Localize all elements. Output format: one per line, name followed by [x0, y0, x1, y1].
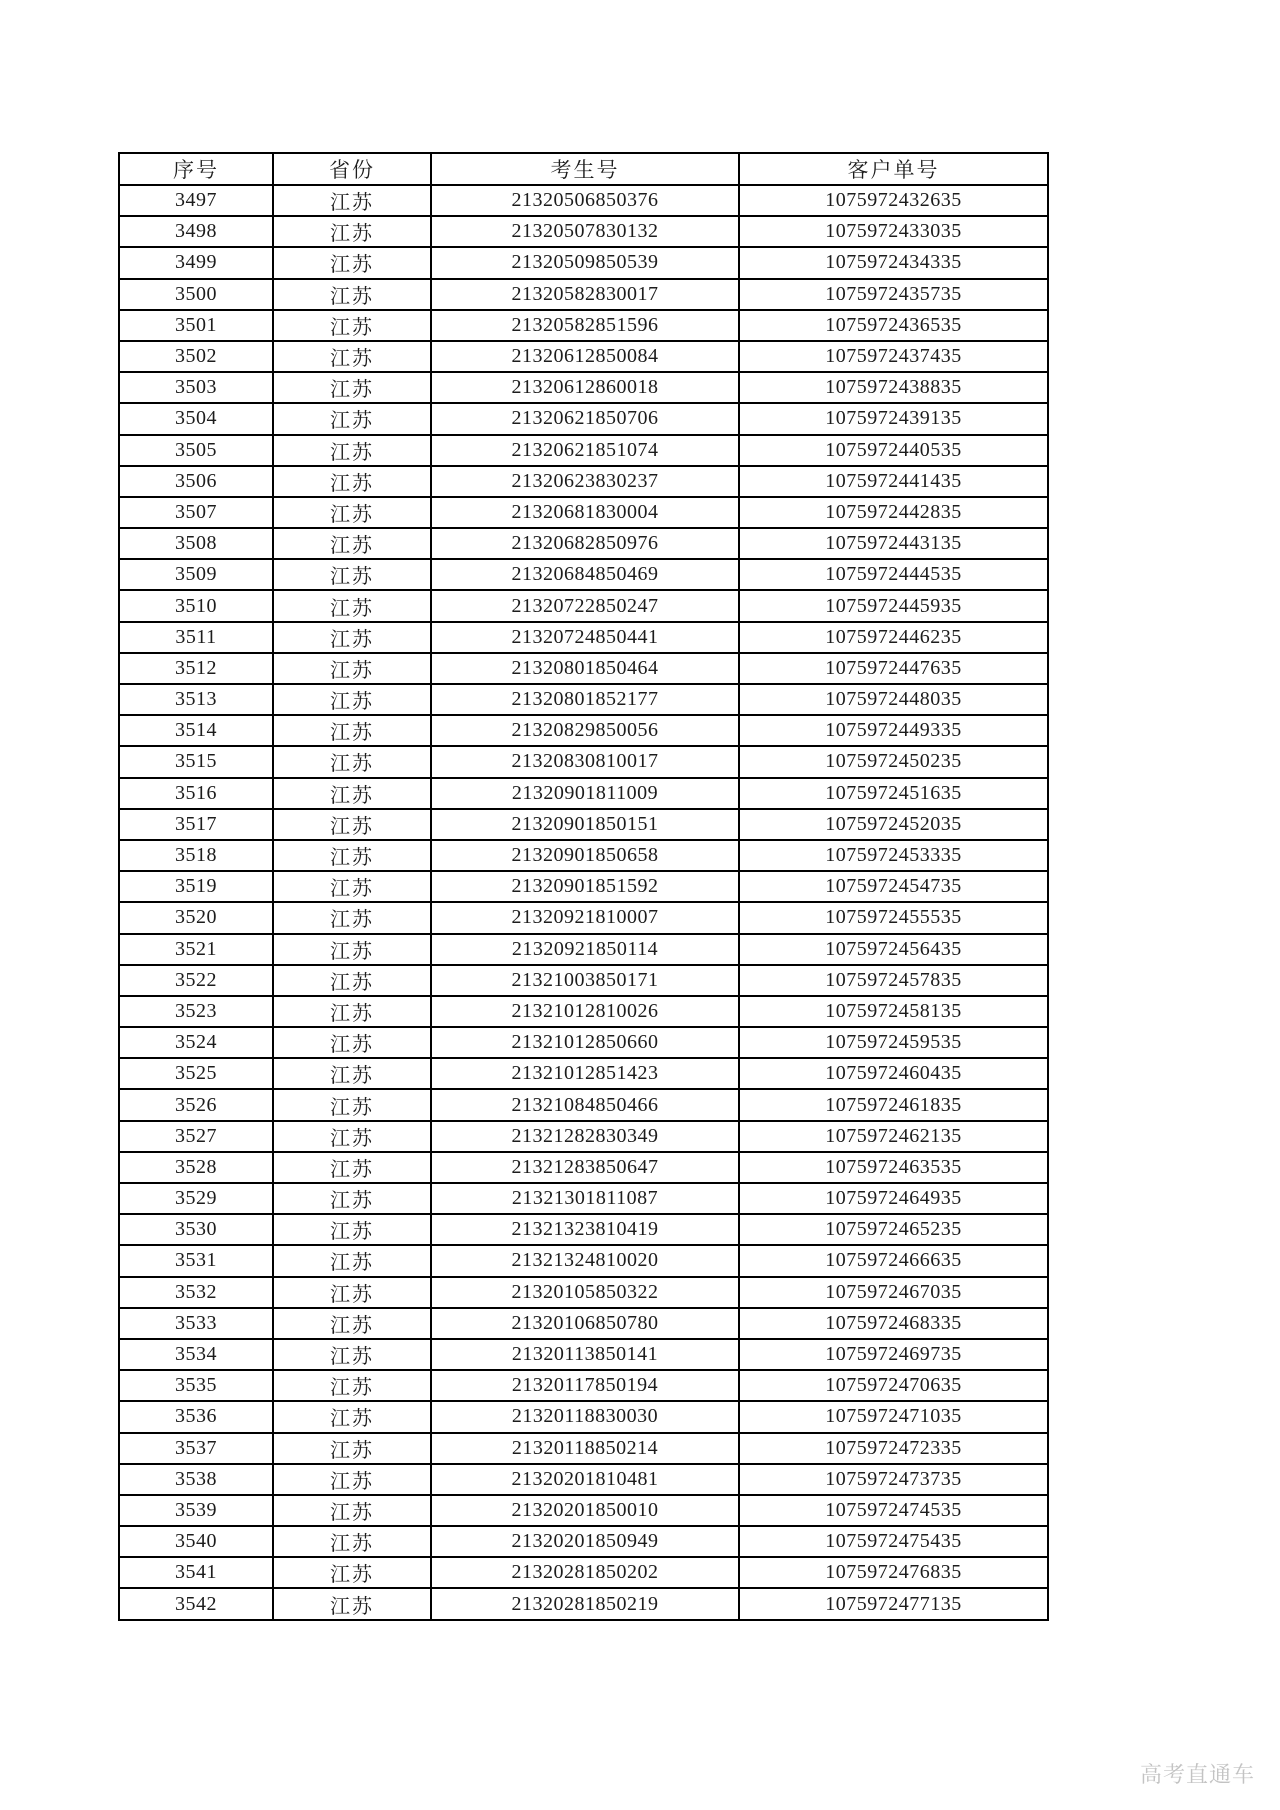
candidate-number-cell: 21320829850056 — [431, 715, 739, 746]
province-cell: 江苏 — [273, 310, 431, 341]
candidate-number-cell: 21320681830004 — [431, 497, 739, 528]
table-row — [119, 1557, 1048, 1588]
table-row — [119, 403, 1048, 434]
candidate-number-cell: 21321003850171 — [431, 965, 739, 996]
serial-cell: 3533 — [119, 1308, 273, 1339]
order-number-cell: 1075972432635 — [739, 185, 1048, 216]
serial-cell: 3510 — [119, 590, 273, 621]
serial-cell: 3530 — [119, 1214, 273, 1245]
serial-cell: 3527 — [119, 1121, 273, 1152]
column-header-candidate-number: 考生号 — [431, 153, 739, 185]
table-row — [119, 902, 1048, 933]
table-row — [119, 622, 1048, 653]
order-number-cell: 1075972436535 — [739, 310, 1048, 341]
table-row — [119, 1214, 1048, 1245]
candidate-number-cell: 21321012810026 — [431, 996, 739, 1027]
province-cell: 江苏 — [273, 715, 431, 746]
serial-cell: 3515 — [119, 746, 273, 777]
order-number-cell: 1075972459535 — [739, 1027, 1048, 1058]
candidate-number-cell: 21320921810007 — [431, 902, 739, 933]
order-number-cell: 1075972465235 — [739, 1214, 1048, 1245]
province-cell: 江苏 — [273, 1152, 431, 1183]
column-header-serial: 序号 — [119, 153, 273, 185]
order-number-cell: 1075972474535 — [739, 1495, 1048, 1526]
order-number-cell: 1075972453335 — [739, 840, 1048, 871]
table-row — [119, 1183, 1048, 1214]
table-row — [119, 934, 1048, 965]
order-number-cell: 1075972458135 — [739, 996, 1048, 1027]
candidate-number-cell: 21320201850949 — [431, 1526, 739, 1557]
table-row — [119, 1121, 1048, 1152]
table-row — [119, 1588, 1048, 1619]
candidate-number-cell: 21320612850084 — [431, 341, 739, 372]
table-row — [119, 1339, 1048, 1370]
table-row — [119, 1401, 1048, 1432]
candidate-number-cell: 21320684850469 — [431, 559, 739, 590]
table-row — [119, 746, 1048, 777]
candidate-number-cell: 21320612860018 — [431, 372, 739, 403]
serial-cell: 3535 — [119, 1370, 273, 1401]
province-cell: 江苏 — [273, 528, 431, 559]
serial-cell: 3511 — [119, 622, 273, 653]
candidate-number-cell: 21320506850376 — [431, 185, 739, 216]
province-cell: 江苏 — [273, 965, 431, 996]
province-cell: 江苏 — [273, 1370, 431, 1401]
candidate-number-cell: 21320722850247 — [431, 590, 739, 621]
candidate-number-cell: 21320105850322 — [431, 1277, 739, 1308]
order-number-cell: 1075972460435 — [739, 1058, 1048, 1089]
province-cell: 江苏 — [273, 279, 431, 310]
candidate-number-cell: 21320281850219 — [431, 1588, 739, 1619]
table-row — [119, 715, 1048, 746]
order-number-cell: 1075972438835 — [739, 372, 1048, 403]
candidate-number-cell: 21320621851074 — [431, 435, 739, 466]
candidate-number-cell: 21320201810481 — [431, 1464, 739, 1495]
table-row — [119, 372, 1048, 403]
order-number-cell: 1075972451635 — [739, 778, 1048, 809]
order-number-cell: 1075972469735 — [739, 1339, 1048, 1370]
candidate-number-cell: 21321283850647 — [431, 1152, 739, 1183]
candidate-number-cell: 21320682850976 — [431, 528, 739, 559]
table-row — [119, 653, 1048, 684]
table-row — [119, 1027, 1048, 1058]
serial-cell: 3506 — [119, 466, 273, 497]
order-number-cell: 1075972446235 — [739, 622, 1048, 653]
serial-cell: 3524 — [119, 1027, 273, 1058]
table-row — [119, 590, 1048, 621]
table-row — [119, 840, 1048, 871]
table-row — [119, 247, 1048, 278]
serial-cell: 3521 — [119, 934, 273, 965]
serial-cell: 3541 — [119, 1557, 273, 1588]
watermark: 高考直通车 — [1139, 1762, 1255, 1787]
order-number-cell: 1075972471035 — [739, 1401, 1048, 1432]
candidate-number-cell: 21320901811009 — [431, 778, 739, 809]
candidate-number-cell: 21320621850706 — [431, 403, 739, 434]
order-number-cell: 1075972441435 — [739, 466, 1048, 497]
order-number-cell: 1075972434335 — [739, 247, 1048, 278]
province-cell: 江苏 — [273, 247, 431, 278]
province-cell: 江苏 — [273, 403, 431, 434]
serial-cell: 3502 — [119, 341, 273, 372]
province-cell: 江苏 — [273, 840, 431, 871]
order-number-cell: 1075972452035 — [739, 809, 1048, 840]
serial-cell: 3512 — [119, 653, 273, 684]
candidate-number-cell: 21320582830017 — [431, 279, 739, 310]
table-row — [119, 1308, 1048, 1339]
province-cell: 江苏 — [273, 1027, 431, 1058]
province-cell: 江苏 — [273, 559, 431, 590]
table-row — [119, 559, 1048, 590]
table-row — [119, 216, 1048, 247]
province-cell: 江苏 — [273, 1339, 431, 1370]
candidate-number-cell: 21320830810017 — [431, 746, 739, 777]
table-body — [119, 185, 1048, 1620]
serial-cell: 3539 — [119, 1495, 273, 1526]
table-row — [119, 965, 1048, 996]
province-cell: 江苏 — [273, 590, 431, 621]
order-number-cell: 1075972455535 — [739, 902, 1048, 933]
serial-cell: 3505 — [119, 435, 273, 466]
serial-cell: 3516 — [119, 778, 273, 809]
table-row — [119, 1058, 1048, 1089]
order-number-cell: 1075972440535 — [739, 435, 1048, 466]
order-number-cell: 1075972450235 — [739, 746, 1048, 777]
province-cell: 江苏 — [273, 996, 431, 1027]
order-number-cell: 1075972439135 — [739, 403, 1048, 434]
table-row — [119, 435, 1048, 466]
candidate-number-cell: 21320281850202 — [431, 1557, 739, 1588]
table-row — [119, 871, 1048, 902]
table-row — [119, 466, 1048, 497]
candidate-number-cell: 21320118830030 — [431, 1401, 739, 1432]
table-row — [119, 310, 1048, 341]
order-number-cell: 1075972447635 — [739, 653, 1048, 684]
serial-cell: 3528 — [119, 1152, 273, 1183]
province-cell: 江苏 — [273, 1557, 431, 1588]
candidate-number-cell: 21321084850466 — [431, 1089, 739, 1120]
table-row — [119, 185, 1048, 216]
table-row — [119, 1277, 1048, 1308]
table-row — [119, 341, 1048, 372]
serial-cell: 3531 — [119, 1245, 273, 1276]
candidate-number-cell: 21320801850464 — [431, 653, 739, 684]
province-cell: 江苏 — [273, 1495, 431, 1526]
candidate-number-cell: 21321012850660 — [431, 1027, 739, 1058]
candidate-number-cell: 21320117850194 — [431, 1370, 739, 1401]
serial-cell: 3497 — [119, 185, 273, 216]
order-number-cell: 1075972461835 — [739, 1089, 1048, 1120]
serial-cell: 3504 — [119, 403, 273, 434]
province-cell: 江苏 — [273, 1433, 431, 1464]
province-cell: 江苏 — [273, 653, 431, 684]
serial-cell: 3518 — [119, 840, 273, 871]
candidate-number-cell: 21320724850441 — [431, 622, 739, 653]
candidate-number-cell: 21320901850658 — [431, 840, 739, 871]
serial-cell: 3501 — [119, 310, 273, 341]
table-row — [119, 497, 1048, 528]
order-number-cell: 1075972464935 — [739, 1183, 1048, 1214]
candidate-number-cell: 21320901850151 — [431, 809, 739, 840]
province-cell: 江苏 — [273, 1464, 431, 1495]
order-number-cell: 1075972470635 — [739, 1370, 1048, 1401]
candidate-number-cell: 21321012851423 — [431, 1058, 739, 1089]
table-row — [119, 1152, 1048, 1183]
candidate-number-cell: 21321323810419 — [431, 1214, 739, 1245]
order-number-cell: 1075972477135 — [739, 1588, 1048, 1619]
province-cell: 江苏 — [273, 871, 431, 902]
exam-registration-table — [118, 152, 1049, 1621]
province-cell: 江苏 — [273, 1308, 431, 1339]
table-row — [119, 1464, 1048, 1495]
serial-cell: 3499 — [119, 247, 273, 278]
serial-cell: 3522 — [119, 965, 273, 996]
province-cell: 江苏 — [273, 1214, 431, 1245]
order-number-cell: 1075972444535 — [739, 559, 1048, 590]
table-header — [119, 153, 1048, 185]
province-cell: 江苏 — [273, 1058, 431, 1089]
province-cell: 江苏 — [273, 497, 431, 528]
province-cell: 江苏 — [273, 1401, 431, 1432]
table-row — [119, 1245, 1048, 1276]
candidate-number-cell: 21320901851592 — [431, 871, 739, 902]
table-row — [119, 778, 1048, 809]
serial-cell: 3529 — [119, 1183, 273, 1214]
candidate-number-cell: 21321324810020 — [431, 1245, 739, 1276]
province-cell: 江苏 — [273, 1121, 431, 1152]
order-number-cell: 1075972472335 — [739, 1433, 1048, 1464]
serial-cell: 3525 — [119, 1058, 273, 1089]
order-number-cell: 1075972437435 — [739, 341, 1048, 372]
serial-cell: 3508 — [119, 528, 273, 559]
serial-cell: 3519 — [119, 871, 273, 902]
province-cell: 江苏 — [273, 372, 431, 403]
order-number-cell: 1075972476835 — [739, 1557, 1048, 1588]
province-cell: 江苏 — [273, 934, 431, 965]
serial-cell: 3513 — [119, 684, 273, 715]
serial-cell: 3523 — [119, 996, 273, 1027]
table-row — [119, 809, 1048, 840]
table-row — [119, 684, 1048, 715]
serial-cell: 3542 — [119, 1588, 273, 1619]
candidate-number-cell: 21320118850214 — [431, 1433, 739, 1464]
order-number-cell: 1075972435735 — [739, 279, 1048, 310]
order-number-cell: 1075972457835 — [739, 965, 1048, 996]
candidate-number-cell: 21320201850010 — [431, 1495, 739, 1526]
province-cell: 江苏 — [273, 1588, 431, 1619]
candidate-number-cell: 21320106850780 — [431, 1308, 739, 1339]
serial-cell: 3503 — [119, 372, 273, 403]
candidate-number-cell: 21321301811087 — [431, 1183, 739, 1214]
candidate-number-cell: 21320582851596 — [431, 310, 739, 341]
column-header-province: 省份 — [273, 153, 431, 185]
order-number-cell: 1075972454735 — [739, 871, 1048, 902]
order-number-cell: 1075972467035 — [739, 1277, 1048, 1308]
province-cell: 江苏 — [273, 622, 431, 653]
province-cell: 江苏 — [273, 185, 431, 216]
serial-cell: 3536 — [119, 1401, 273, 1432]
serial-cell: 3514 — [119, 715, 273, 746]
province-cell: 江苏 — [273, 684, 431, 715]
table-row — [119, 1526, 1048, 1557]
candidate-number-cell: 21320507830132 — [431, 216, 739, 247]
province-cell: 江苏 — [273, 341, 431, 372]
serial-cell: 3532 — [119, 1277, 273, 1308]
province-cell: 江苏 — [273, 902, 431, 933]
header-row — [119, 153, 1048, 185]
province-cell: 江苏 — [273, 778, 431, 809]
order-number-cell: 1075972456435 — [739, 934, 1048, 965]
province-cell: 江苏 — [273, 1277, 431, 1308]
order-number-cell: 1075972448035 — [739, 684, 1048, 715]
serial-cell: 3500 — [119, 279, 273, 310]
province-cell: 江苏 — [273, 1245, 431, 1276]
table-row — [119, 996, 1048, 1027]
order-number-cell: 1075972442835 — [739, 497, 1048, 528]
candidate-number-cell: 21321282830349 — [431, 1121, 739, 1152]
order-number-cell: 1075972468335 — [739, 1308, 1048, 1339]
candidate-number-cell: 21320623830237 — [431, 466, 739, 497]
province-cell: 江苏 — [273, 746, 431, 777]
serial-cell: 3520 — [119, 902, 273, 933]
order-number-cell: 1075972475435 — [739, 1526, 1048, 1557]
order-number-cell: 1075972463535 — [739, 1152, 1048, 1183]
column-header-order-number: 客户单号 — [739, 153, 1048, 185]
serial-cell: 3538 — [119, 1464, 273, 1495]
candidate-number-cell: 21320801852177 — [431, 684, 739, 715]
province-cell: 江苏 — [273, 466, 431, 497]
province-cell: 江苏 — [273, 216, 431, 247]
candidate-number-cell: 21320921850114 — [431, 934, 739, 965]
table-row — [119, 279, 1048, 310]
order-number-cell: 1075972443135 — [739, 528, 1048, 559]
order-number-cell: 1075972462135 — [739, 1121, 1048, 1152]
serial-cell: 3526 — [119, 1089, 273, 1120]
order-number-cell: 1075972449335 — [739, 715, 1048, 746]
table-row — [119, 1495, 1048, 1526]
province-cell: 江苏 — [273, 1526, 431, 1557]
province-cell: 江苏 — [273, 1089, 431, 1120]
serial-cell: 3537 — [119, 1433, 273, 1464]
table-row — [119, 1370, 1048, 1401]
serial-cell: 3498 — [119, 216, 273, 247]
province-cell: 江苏 — [273, 809, 431, 840]
order-number-cell: 1075972466635 — [739, 1245, 1048, 1276]
order-number-cell: 1075972433035 — [739, 216, 1048, 247]
serial-cell: 3540 — [119, 1526, 273, 1557]
serial-cell: 3534 — [119, 1339, 273, 1370]
table-row — [119, 528, 1048, 559]
candidate-number-cell: 21320509850539 — [431, 247, 739, 278]
candidate-number-cell: 21320113850141 — [431, 1339, 739, 1370]
table-row — [119, 1433, 1048, 1464]
order-number-cell: 1075972473735 — [739, 1464, 1048, 1495]
province-cell: 江苏 — [273, 1183, 431, 1214]
serial-cell: 3517 — [119, 809, 273, 840]
serial-cell: 3509 — [119, 559, 273, 590]
table-row — [119, 1089, 1048, 1120]
serial-cell: 3507 — [119, 497, 273, 528]
order-number-cell: 1075972445935 — [739, 590, 1048, 621]
province-cell: 江苏 — [273, 435, 431, 466]
